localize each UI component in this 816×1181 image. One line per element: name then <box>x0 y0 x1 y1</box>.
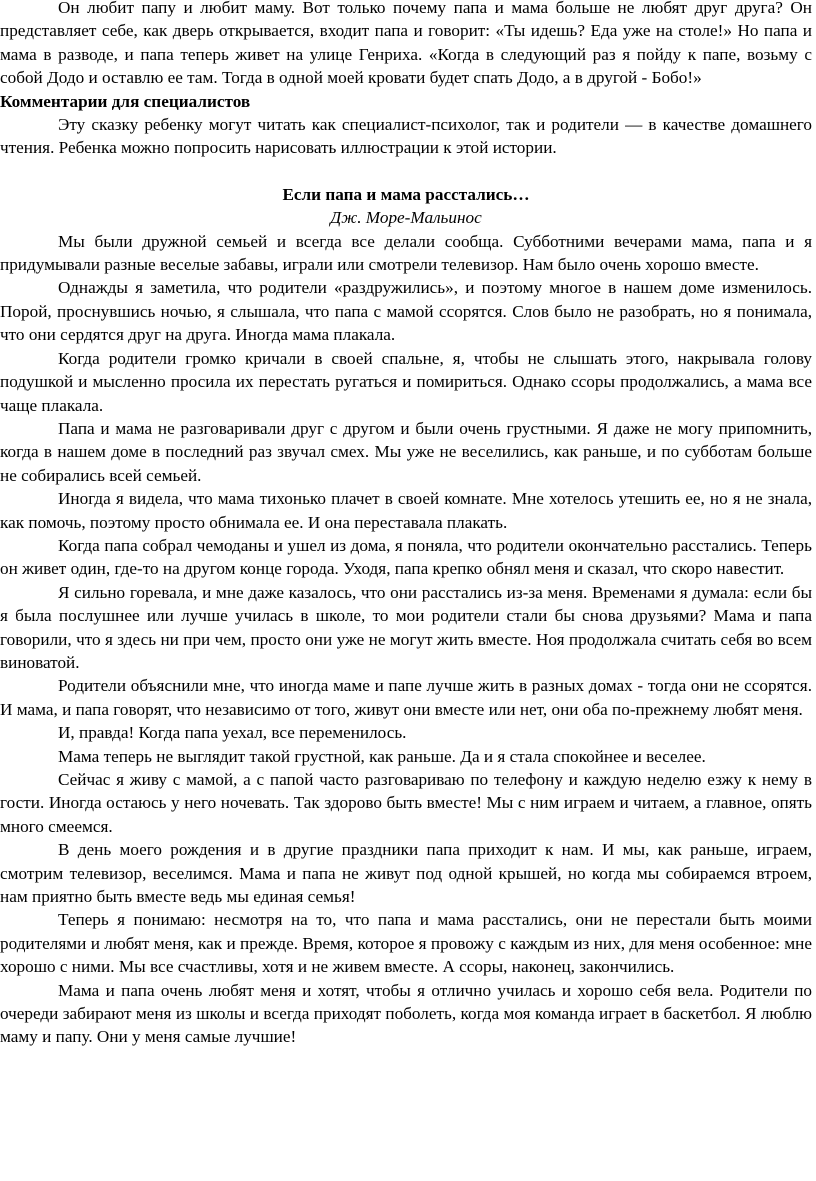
comments-heading: Комментарии для специалистов <box>0 91 251 111</box>
section-spacer <box>0 160 812 183</box>
story-paragraph: Сейчас я живу с мамой, а с папой часто разговариваю по телефону и каждую неделю езжу к нему в гости. Иногда остаюсь у него ночевать. Так здорово быть вместе! Мы с ним играем и читаем, а главное, опять много смеемся. <box>0 770 812 836</box>
story-paragraph: Мама и папа очень любят меня и хотят, чтобы я отлично училась и хорошо себя вела. Родители по очереди забирают меня из школы и всегда приходят поболеть, когда моя команда играет в баскетбол. Я люблю маму и папу. Они у меня самые лучшие! <box>0 980 812 1047</box>
story-title: Если папа и мама расстались… <box>282 184 530 204</box>
story-paragraph: В день моего рождения и в другие праздники папа приходит к нам. И мы, как раньше, играем, смотрим телевизор, веселимся. Мама и папа не живут под одной крышей, но когда мы собираемся втроем, нам приятно быть вместе ведь мы единая семья! <box>0 840 812 907</box>
comments-paragraph: Эту сказку ребенку могут читать как специалист-психолог, так и родители — в качестве домашнего чтения. Ребенка можно попросить нарисовать иллюстрации к этой истории. <box>0 115 812 158</box>
story-paragraph: Мама теперь не выглядит такой грустной, как раньше. Да и я стала спокойнее и веселее. <box>58 746 706 766</box>
story-paragraph: Мы были дружной семьей и всегда все делали сообща. Субботними вечерами мама, папа и я придумывали разные веселые забавы, играли или смотрели телевизор. Нам было очень хорошо вместе. <box>0 231 812 275</box>
story-paragraph: Родители объяснили мне, что иногда маме и папе лучше жить в разных домах - тогда они не ссорятся. И мама, и папа говорят, что независимо от того, живут они вместе или нет, они оба по-прежнему любят меня. <box>0 676 812 719</box>
story-paragraph: Иногда я видела, что мама тихонько плачет в своей комнате. Мне хотелось утешить ее, но я не знала, как помочь, поэтому просто обнимала ее. И она переставала плакать. <box>0 489 812 532</box>
story-paragraph: Однажды я заметила, что родители «раздружились», и поэтому многое в нашем доме изменилось. Порой, проснувшись ночью, я слышала, что папа с мамой ссорятся. Слов было не разобрать, но я понимала, что они сердятся друг на друга. Иногда мама плакала. <box>0 278 812 345</box>
story-paragraph: Я сильно горевала, и мне даже казалось, что они расстались из-за меня. Временами я думала: если бы я была послушнее или лучше училась в школе, то мои родители стали бы снова друзьями? Мама и папа говорили, что я здесь ни при чем, просто они уже не могут жить вместе. Ноя продолжала считать себя во всем виноватой. <box>0 582 812 672</box>
story-paragraph: Теперь я понимаю: несмотря на то, что папа и мама расстались, они не перестали быть моими родителями и любят меня, как и прежде. Время, которое я провожу с каждым из них, для меня особенное: мне хорошо с ними. Мы все счастливы, хотя и не живем вместе. А ссоры, наконец, закончились. <box>0 910 812 977</box>
intro-paragraph: Он любит папу и любит маму. Вот только почему папа и мама больше не любят друг друга? Он представляет себе, как дверь открывается, входит папа и говорит: «Ты идешь? Еда уже на столе!» Но папа и мама в разводе, и папа теперь живет на улице Генриха. «Когда в следующий раз я пойду к папе, возьму с собой Додо и оставлю ее там. Тогда в одной моей кровати будет спать Додо, а в другой - Бобо!» <box>0 0 812 88</box>
story-paragraph: Когда папа собрал чемоданы и ушел из дома, я поняла, что родители окончательно расстались. Теперь он живет один, где-то на другом конце города. Уходя, папа крепко обнял меня и сказал, что скоро навестит. <box>0 535 812 579</box>
story-paragraph: И, правда! Когда папа уехал, все переменилось. <box>58 723 407 743</box>
story-paragraph: Папа и мама не разговаривали друг с другом и были очень грустными. Я даже не могу припомнить, когда в нашем доме в последний раз звучал смех. Мы уже не веселились, как раньше, и по субботам больше не собирались всей семьей. <box>0 418 812 485</box>
story-author: Дж. Море-Мальинос <box>330 208 482 228</box>
story-paragraph: Когда родители громко кричали в своей спальне, я, чтобы не слышать этого, накрывала голову подушкой и мысленно просила их перестать ругаться и помириться. Однако ссоры продолжались, а мама все чаще плакала. <box>0 348 812 415</box>
story-body <box>0 230 812 1049</box>
